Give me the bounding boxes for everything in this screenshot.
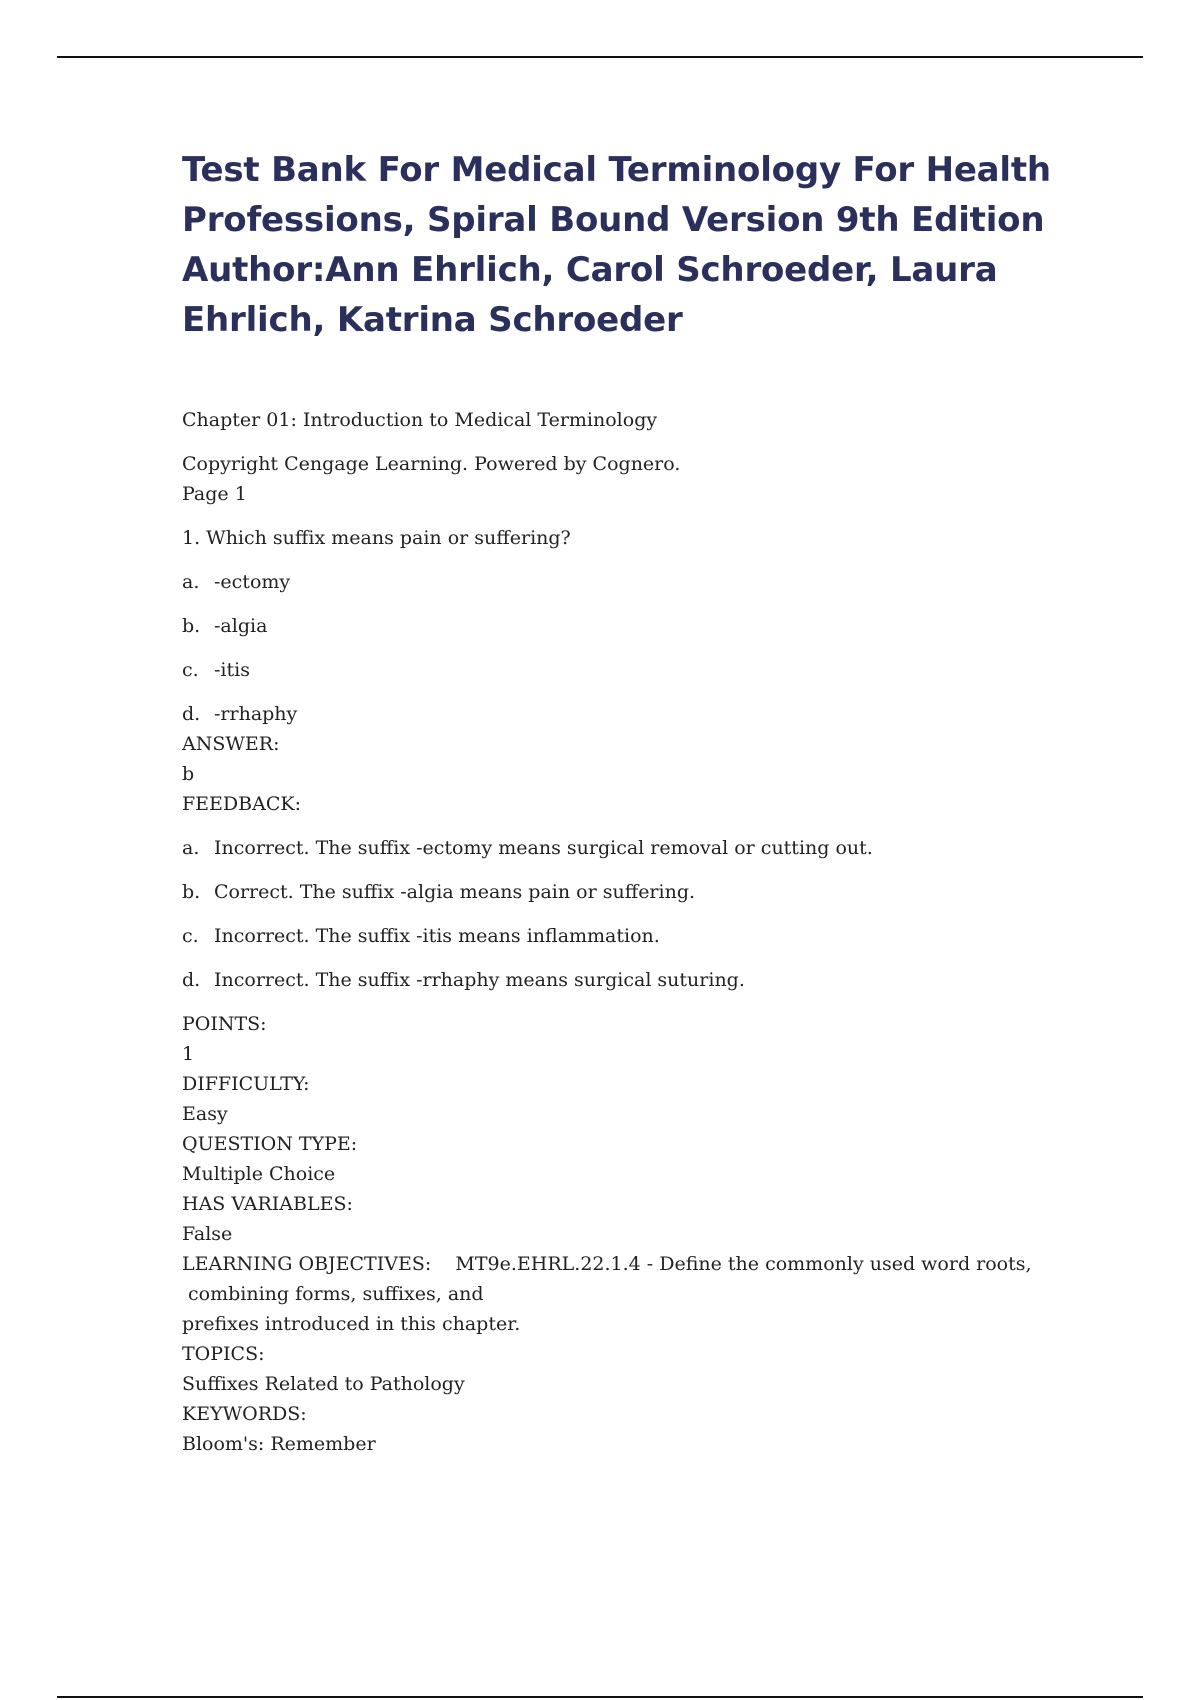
option-letter: b. bbox=[182, 615, 201, 637]
feedback-a bbox=[182, 833, 1082, 863]
page-content bbox=[182, 145, 1082, 1459]
learning-objectives-line2: combining forms, suffixes, and bbox=[188, 1283, 484, 1305]
learning-objectives-label: LEARNING OBJECTIVES: bbox=[182, 1253, 432, 1275]
points-label: POINTS: bbox=[182, 1013, 267, 1035]
question-type-value: Multiple Choice bbox=[182, 1163, 336, 1185]
feedback-letter: b. bbox=[182, 881, 201, 903]
learning-objectives-line1: MT9e.EHRL.22.1.4 - Define the commonly used word roots, bbox=[455, 1253, 1032, 1275]
chapter-heading: Chapter 01: Introduction to Medical Terminology bbox=[182, 409, 658, 431]
question-text: 1. Which suffix means pain or suffering? bbox=[182, 527, 571, 549]
copyright-notice: Copyright Cengage Learning. Powered by Cognero. bbox=[182, 453, 681, 475]
option-text: -ectomy bbox=[214, 571, 291, 593]
has-variables-value: False bbox=[182, 1223, 233, 1245]
option-text: -algia bbox=[214, 615, 268, 637]
has-variables-label: HAS VARIABLES: bbox=[182, 1193, 353, 1215]
option-d bbox=[182, 699, 1082, 729]
keywords-label: KEYWORDS: bbox=[182, 1403, 307, 1425]
option-letter: a. bbox=[182, 571, 200, 593]
learning-objectives-line3: prefixes introduced in this chapter. bbox=[182, 1313, 521, 1335]
learning-objectives bbox=[182, 1249, 1082, 1279]
keywords-value: Bloom's: Remember bbox=[182, 1433, 376, 1455]
feedback-letter: a. bbox=[182, 837, 200, 859]
feedback-letter: c. bbox=[182, 925, 199, 947]
top-rule bbox=[57, 56, 1143, 58]
answer-value: b bbox=[182, 763, 195, 785]
option-c bbox=[182, 655, 1082, 685]
feedback-text: Incorrect. The suffix -rrhaphy means surgical suturing. bbox=[214, 969, 745, 991]
page-number: Page 1 bbox=[182, 483, 247, 505]
topics-value: Suffixes Related to Pathology bbox=[182, 1373, 465, 1395]
option-letter: c. bbox=[182, 659, 199, 681]
feedback-c bbox=[182, 921, 1082, 951]
feedback-text: Correct. The suffix -algia means pain or suffering. bbox=[214, 881, 696, 903]
feedback-b bbox=[182, 877, 1082, 907]
option-letter: d. bbox=[182, 703, 201, 725]
feedback-label: FEEDBACK: bbox=[182, 793, 301, 815]
answer-label: ANSWER: bbox=[182, 733, 280, 755]
question-type-label: QUESTION TYPE: bbox=[182, 1133, 358, 1155]
feedback-text: Incorrect. The suffix -ectomy means surgical removal or cutting out. bbox=[214, 837, 873, 859]
document-title: Test Bank For Medical Terminology For Health Professions, Spiral Bound Version 9th Edition Author:Ann Ehrlich, Carol Schroeder, Laura Ehrlich, Katrina Schroeder bbox=[182, 150, 1051, 340]
option-b bbox=[182, 611, 1082, 641]
option-text: -rrhaphy bbox=[214, 703, 298, 725]
topics-label: TOPICS: bbox=[182, 1343, 265, 1365]
option-text: -itis bbox=[214, 659, 250, 681]
feedback-d bbox=[182, 965, 1082, 995]
difficulty-label: DIFFICULTY: bbox=[182, 1073, 310, 1095]
bottom-rule bbox=[57, 1696, 1143, 1698]
option-a bbox=[182, 567, 1082, 597]
points-value: 1 bbox=[182, 1043, 195, 1065]
feedback-letter: d. bbox=[182, 969, 201, 991]
feedback-text: Incorrect. The suffix -itis means inflammation. bbox=[214, 925, 660, 947]
difficulty-value: Easy bbox=[182, 1103, 228, 1125]
